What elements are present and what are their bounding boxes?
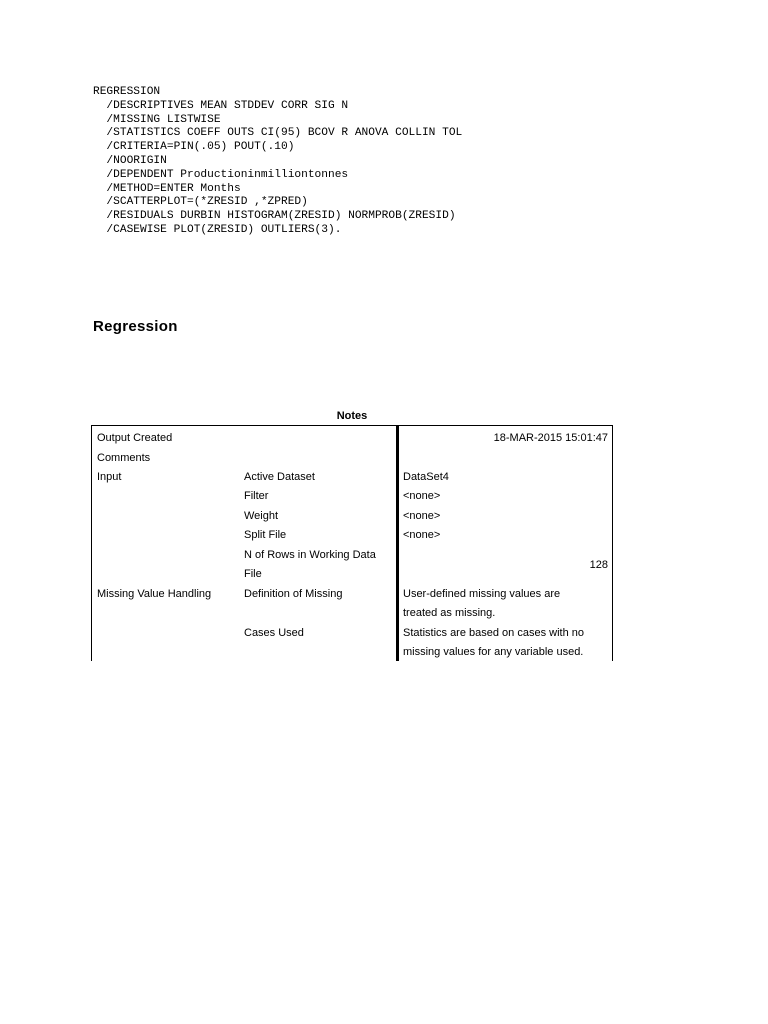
definition-of-missing-label: Definition of Missing <box>244 588 343 600</box>
syntax-line: /SCATTERPLOT=(*ZRESID ,*ZPRED) <box>93 196 308 209</box>
syntax-line: /MISSING LISTWISE <box>93 113 221 126</box>
syntax-line: /NOORIGIN <box>93 154 167 167</box>
filter-value: <none> <box>403 490 441 502</box>
missing-value-handling-label: Missing Value Handling <box>97 588 212 600</box>
comments-label: Comments <box>97 452 151 464</box>
syntax-line: /DEPENDENT Productioninmilliontonnes <box>93 168 349 181</box>
n-rows-label-line2: File <box>244 568 262 580</box>
section-heading: Regression <box>93 318 178 335</box>
input-label: Input <box>97 471 122 483</box>
cases-used-value-line2: missing values for any variable used. <box>403 646 584 658</box>
split-file-value: <none> <box>403 529 441 541</box>
filter-label: Filter <box>244 490 269 502</box>
syntax-line: /CRITERIA=PIN(.05) POUT(.10) <box>93 141 295 154</box>
n-rows-label-line1: N of Rows in Working Data <box>244 549 376 561</box>
active-dataset-label: Active Dataset <box>244 471 315 483</box>
syntax-line: /RESIDUALS DURBIN HISTOGRAM(ZRESID) NORMPROB(ZRESID) <box>93 210 456 223</box>
syntax-line: /DESCRIPTIVES MEAN STDDEV CORR SIG N <box>93 99 349 112</box>
syntax-block <box>93 86 462 238</box>
split-file-label: Split File <box>244 529 287 541</box>
output-created-value: 18-MAR-2015 15:01:47 <box>493 432 608 444</box>
cases-used-label: Cases Used <box>244 627 304 639</box>
syntax-line: /STATISTICS COEFF OUTS CI(95) BCOV R ANOVA COLLIN TOL <box>93 127 463 140</box>
active-dataset-value: DataSet4 <box>403 471 449 483</box>
syntax-line: /CASEWISE PLOT(ZRESID) OUTLIERS(3). <box>93 223 342 236</box>
output-created-label: Output Created <box>97 432 173 444</box>
n-rows-value: 128 <box>589 559 608 571</box>
notes-table-title: Notes <box>336 410 368 422</box>
cases-used-value-line1: Statistics are based on cases with no <box>403 627 584 639</box>
syntax-line: /METHOD=ENTER Months <box>93 182 241 195</box>
notes-column-divider <box>396 425 399 661</box>
syntax-line: REGRESSION <box>93 86 161 98</box>
weight-value: <none> <box>403 510 441 522</box>
definition-of-missing-value-line1: User-defined missing values are <box>403 588 561 600</box>
weight-label: Weight <box>244 510 279 522</box>
definition-of-missing-value-line2: treated as missing. <box>403 607 496 619</box>
